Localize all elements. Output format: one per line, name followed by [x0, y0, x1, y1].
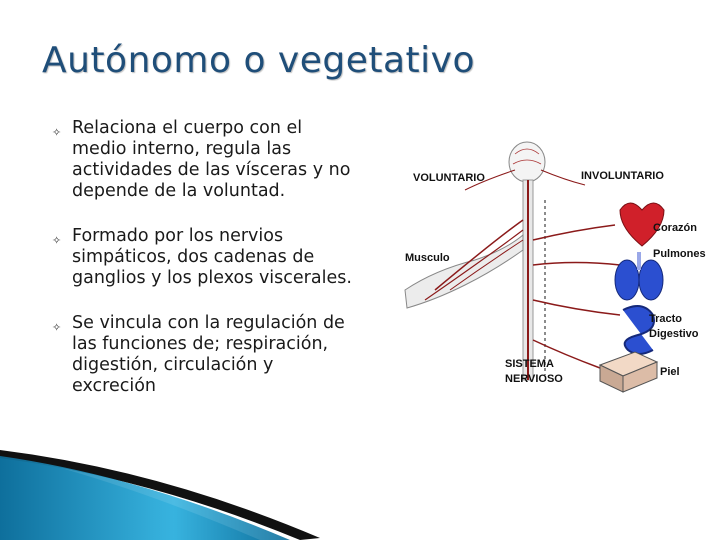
bullet-glyph-icon: ✧ [52, 234, 62, 247]
arm-muscle-illustration [405, 235, 523, 308]
label-corazon: Corazón [653, 222, 697, 234]
bullet-text: Se vincula con la regulación de las funciones de; respiración, digestión, circulación y excreción [72, 313, 345, 396]
label-sistema: SISTEMA [505, 358, 554, 370]
label-piel: Piel [660, 366, 680, 378]
bullet-item [52, 118, 362, 202]
bullet-text: Formado por los nervios simpáticos, dos cadenas de ganglios y los plexos viscerales. [72, 226, 352, 288]
bullet-glyph-icon: ✧ [52, 126, 62, 139]
bullet-item [52, 226, 362, 289]
bullet-glyph-icon: ✧ [52, 321, 62, 334]
label-tracto: Tracto [649, 313, 683, 325]
lungs-icon [615, 260, 639, 300]
skin-icon [600, 352, 657, 392]
slide-title: Autónomo o vegetativo [42, 40, 476, 81]
label-pulmones: Pulmones [653, 248, 706, 260]
nervous-system-diagram [395, 140, 715, 410]
label-voluntario: VOLUNTARIO [413, 172, 485, 184]
bullet-text: Relaciona el cuerpo con el medio interno, regula las actividades de las vísceras y no depende de la voluntad. [72, 118, 351, 201]
bullet-item [52, 313, 362, 397]
decorative-swoosh [0, 440, 720, 540]
brain-icon [509, 142, 545, 182]
label-nervioso: NERVIOSO [505, 373, 563, 385]
label-digestivo: Digestivo [649, 328, 699, 340]
label-involuntario: INVOLUNTARIO [581, 170, 664, 182]
label-musculo: Musculo [405, 252, 450, 264]
bullet-list [52, 118, 362, 421]
